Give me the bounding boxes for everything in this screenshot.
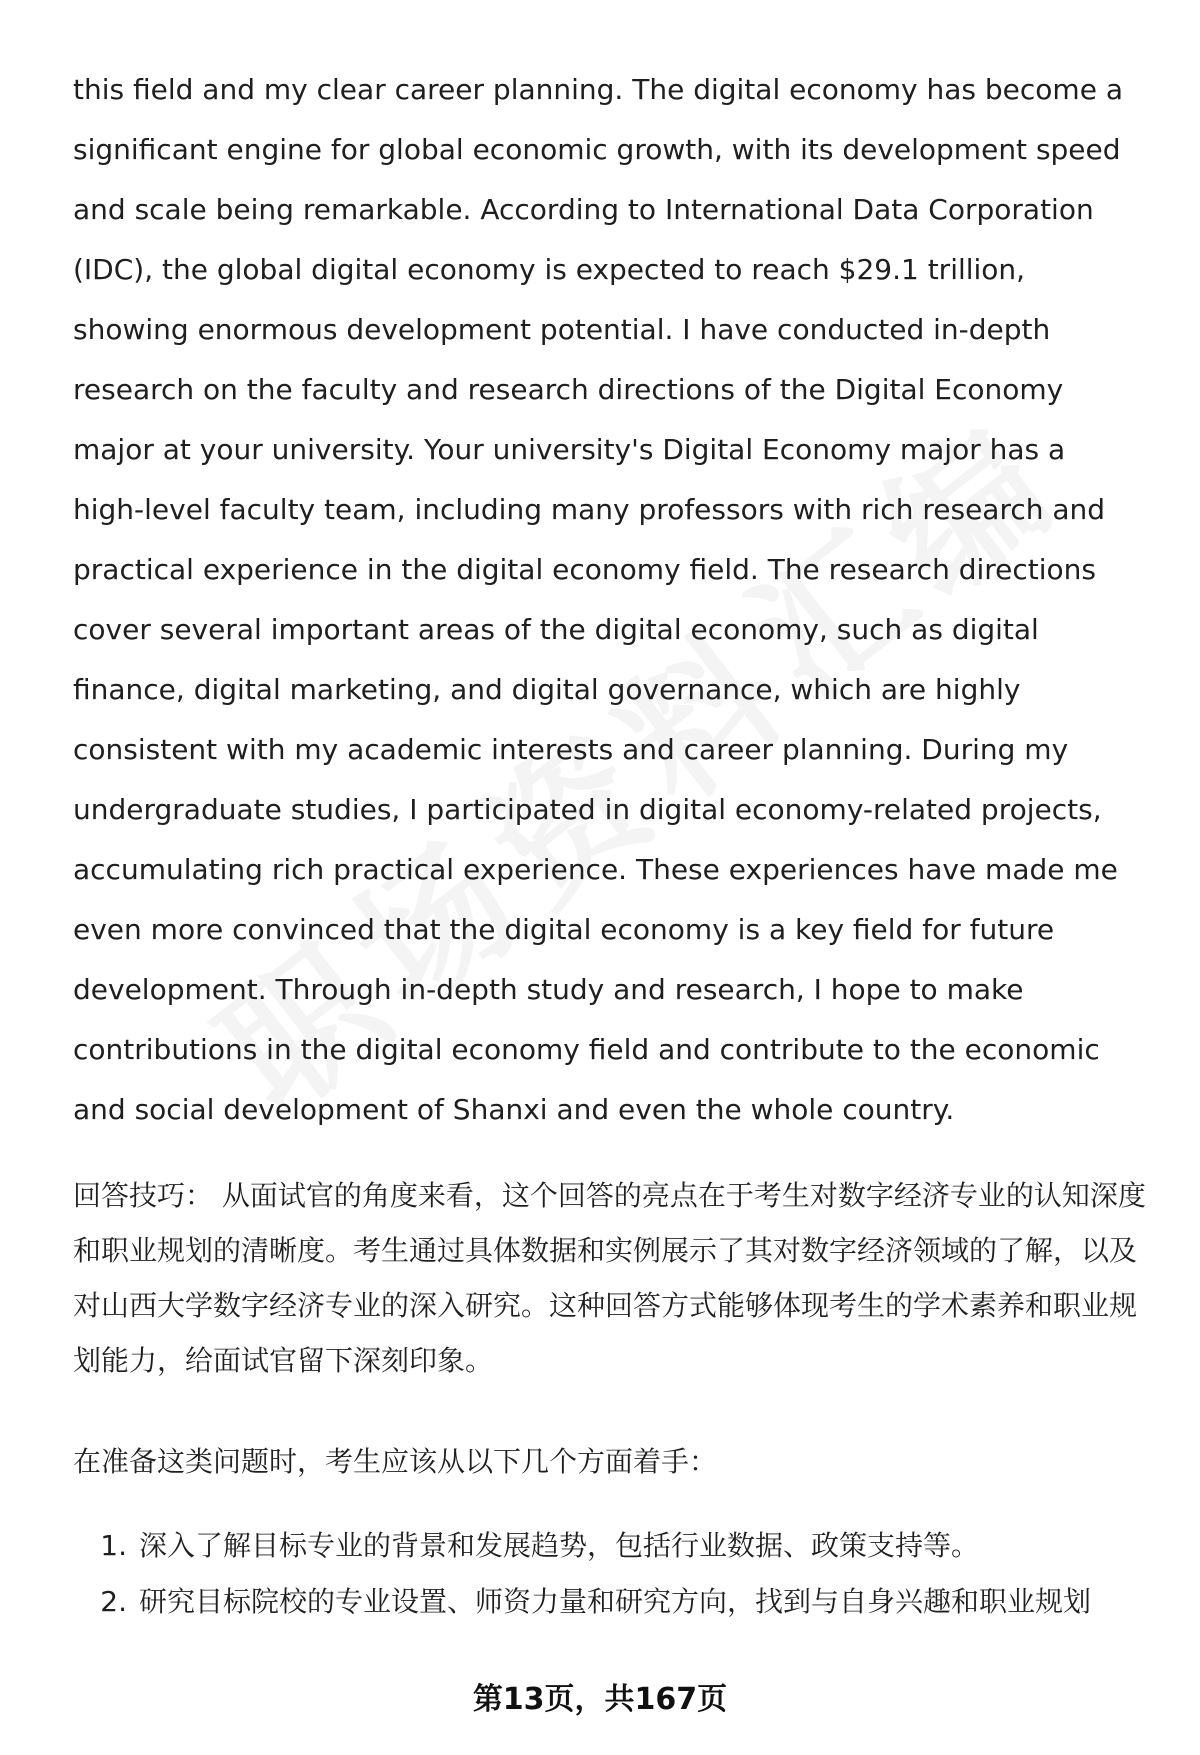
answer-tip-text: 从面试官的角度来看，这个回答的亮点在于考生对数字经济专业的认知深度和职业规划的清晰度。考生通过具体数据和实例展示了其对数字经济领域的了解，以及对山西大学数字经济专业的深入研究。这种回答方式能够体现考生的学术素养和职业规划能力，给面试官留下深刻印象。: [73, 1179, 1146, 1377]
list-number: 1.: [100, 1529, 127, 1562]
preparation-list: [73, 1518, 1163, 1630]
list-number: 2.: [100, 1585, 127, 1618]
list-item: [73, 1518, 1163, 1574]
list-item: [73, 1574, 1163, 1630]
preparation-intro: 在准备这类问题时，考生应该从以下几个方面着手：: [73, 1445, 718, 1478]
answer-tip-paragraph: [73, 1168, 1163, 1388]
list-text: 深入了解目标专业的背景和发展趋势，包括行业数据、政策支持等。: [139, 1529, 980, 1562]
body-paragraph: this field and my clear career planning. The digital economy has become a significant engine for global economic growth, with its development speed and scale being remarkable. According to International Data Corporation (IDC), the global digital economy is expected to reach $29.1 trillion, showing enormous development potential. I have conducted in-depth research on the faculty and research directions of the Digital Economy major at your university. Your university's Digital Economy major has a high-level faculty team, including many professors with rich research and practical experience in the digital economy field. The research directions cover several important areas of the digital economy, such as digital finance, digital marketing, and digital governance, which are highly consistent with my academic interests and career planning. During my undergraduate studies, I participated in digital economy-related projects, accumulating rich practical experience. These experiences have made me even more convinced that the digital economy is a key field for future development. Through in-depth study and research, I hope to make contributions in the digital economy field and contribute to the economic and social development of Shanxi and even the whole country.: [73, 73, 1123, 1126]
answer-tip-label: 回答技巧：: [73, 1179, 214, 1212]
page-number-footer: 第13页，共167页: [472, 1682, 728, 1717]
list-text: 研究目标院校的专业设置、师资力量和研究方向，找到与自身兴趣和职业规划: [139, 1585, 1092, 1618]
